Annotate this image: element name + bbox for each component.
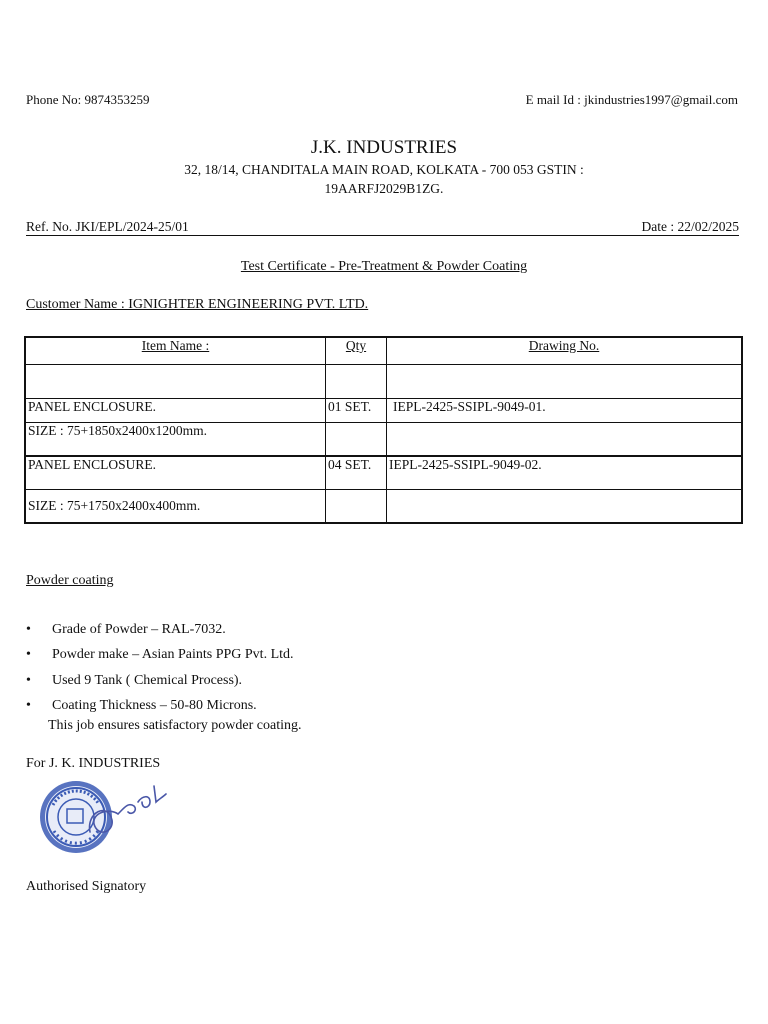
- table-cell: SIZE : 75+1750x2400x400mm.: [25, 490, 326, 523]
- table-row: [25, 399, 742, 423]
- table-row: [25, 423, 742, 456]
- table-cell: PANEL ENCLOSURE.: [25, 456, 326, 490]
- table-cell: IEPL-2425-SSIPL-9049-01.: [387, 399, 743, 423]
- table-cell: [387, 365, 743, 399]
- email-address: E mail Id : jkindustries1997@gmail.com: [525, 92, 738, 107]
- for-company-line: For J. K. INDUSTRIES: [26, 756, 161, 771]
- coating-note: This job ensures satisfactory powder coating.: [48, 718, 302, 733]
- company-seal-icon: [38, 772, 168, 862]
- table-cell: [326, 423, 387, 456]
- table-cell: [326, 365, 387, 399]
- table-row: [25, 490, 742, 523]
- table-header-row: [25, 337, 742, 365]
- header-qty: Qty: [326, 337, 387, 365]
- powder-coating-heading: Powder coating: [26, 573, 114, 588]
- authorised-signatory: Authorised Signatory: [26, 879, 147, 894]
- company-name: J.K. INDUSTRIES: [310, 137, 458, 158]
- table-cell: IEPL-2425-SSIPL-9049-02.: [387, 456, 743, 490]
- bullet-icon: •: [26, 647, 31, 662]
- address-line-2: 19AARFJ2029B1ZG.: [324, 181, 444, 196]
- address-line-1: 32, 18/14, CHANDITALA MAIN ROAD, KOLKATA - 700 053 GSTIN :: [184, 162, 584, 177]
- list-item: • Coating Thickness – 50-80 Microns.: [26, 698, 257, 713]
- items-table: [24, 336, 743, 524]
- table-cell: [25, 365, 326, 399]
- header-item-name: Item Name :: [25, 337, 326, 365]
- reference-row: [26, 219, 739, 236]
- certificate-date: Date : 22/02/2025: [641, 219, 739, 234]
- table-cell: 01 SET.: [326, 399, 387, 423]
- table-cell: 04 SET.: [326, 456, 387, 490]
- certificate-title: Test Certificate - Pre-Treatment & Powder Coating: [240, 259, 528, 274]
- list-item: • Powder make – Asian Paints PPG Pvt. Ltd.: [26, 647, 294, 662]
- bullet-icon: •: [26, 698, 31, 713]
- list-item: • Grade of Powder – RAL-7032.: [26, 622, 226, 637]
- list-item: • Used 9 Tank ( Chemical Process).: [26, 673, 243, 688]
- table-cell: PANEL ENCLOSURE.: [25, 399, 326, 423]
- phone-number: Phone No: 9874353259: [26, 92, 150, 107]
- table-cell: SIZE : 75+1850x2400x1200mm.: [25, 423, 326, 456]
- header-drawing-no: Drawing No.: [387, 337, 743, 365]
- table-cell: [387, 490, 743, 523]
- bullet-icon: •: [26, 622, 31, 637]
- table-row: [25, 365, 742, 399]
- reference-number: Ref. No. JKI/EPL/2024-25/01: [26, 219, 189, 234]
- table-row: [25, 456, 742, 490]
- customer-name: Customer Name : IGNIGHTER ENGINEERING PVT. LTD.: [26, 297, 369, 312]
- table-cell: [387, 423, 743, 456]
- bullet-icon: •: [26, 673, 31, 688]
- table-cell: [326, 490, 387, 523]
